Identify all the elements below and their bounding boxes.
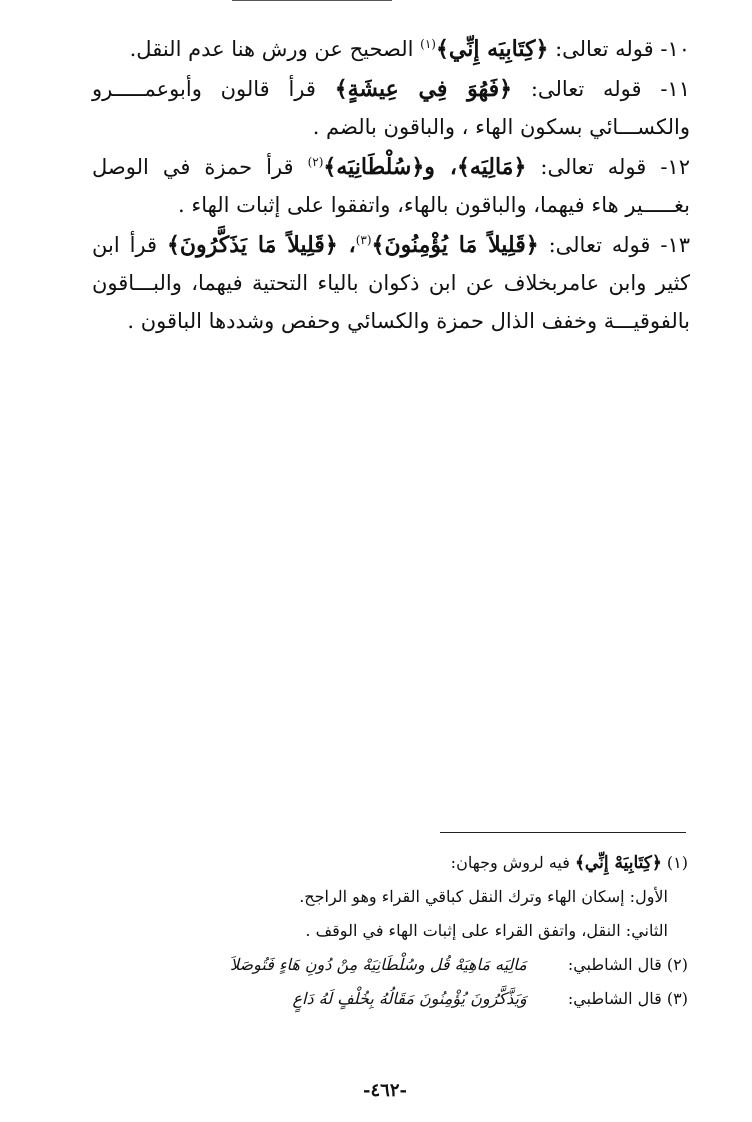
paragraph-12 — [92, 148, 690, 224]
intro-text: قوله تعالى: — [548, 233, 651, 257]
footnote-quran-quote: ﴿كِتَابِيَهْ إِنِّي﴾ — [574, 853, 662, 873]
footnotes — [120, 846, 688, 1016]
paragraph-10 — [92, 30, 690, 68]
footnote-number: (٣) — [666, 989, 688, 1008]
top-rule — [232, 0, 392, 1]
paragraph-body: قرأ ابن كثير وابن عامربخلاف عن ابن ذكوان بالياء التحتية فيهما، والبـــاقون بالفوقيـــة وخفف الذال حمزة والكسائي وحفص وشددها الباقون . — [92, 233, 690, 333]
intro-text: قوله تعالى: — [530, 77, 642, 101]
footnote-ref: (٣) — [355, 233, 372, 247]
quran-quote: ﴿قَلِيلاً مَا يُؤْمِنُونَ﴾ — [371, 232, 539, 258]
quran-quote: ﴿فَهُوَ فِي عِيشَةٍ﴾ — [334, 76, 513, 102]
quran-quote: ﴿كِتَابِيَه إِنِّي﴾ — [435, 36, 549, 62]
footnote-1-first: الأول: إسكان الهاء وترك النقل كباقي القراء وهو الراجح. — [299, 887, 668, 906]
main-text — [92, 30, 690, 342]
quran-quote: ﴿مَالِيَه﴾، و﴿سُلْطَانِيَه﴾ — [323, 154, 527, 180]
paragraph-body: قرأ قالون وأبوعمـــــرو والكســـائي بسكون الهاء ، والباقون بالضم . — [92, 77, 690, 139]
paragraph-body: الصحيح عن ورش هنا عدم النقل. — [129, 37, 414, 61]
paragraph-11 — [92, 70, 690, 146]
footnote-verse-label: قال الشاطبي: — [567, 989, 662, 1008]
footnote-1-second: الثاني: النقل، واتفق القراء على إثبات الهاء في الوقف . — [305, 921, 668, 940]
footnote-ref: (٢) — [307, 155, 324, 169]
footnote-number: (١) — [666, 853, 688, 872]
item-number: ١٢- — [660, 155, 690, 179]
intro-text: قوله تعالى: — [555, 37, 654, 61]
footnote-verse: وَيَذَّكَّرُونَ يُؤْمِنُونَ مَقَالُهُ بِخُلْفٍ لَهُ دَاعٍ — [292, 989, 527, 1008]
item-number: ١٣- — [660, 233, 691, 257]
intro-text: قوله تعالى: — [540, 155, 647, 179]
footnote-ref: (١) — [420, 37, 436, 51]
item-number: ١٠- — [660, 37, 690, 61]
item-number: ١١- — [660, 77, 690, 101]
footnote-2 — [120, 948, 688, 982]
footnote-3 — [120, 982, 688, 1016]
footnote-verse: مَالِيَه مَاهِيَهْ قُل وسُلْطَانِيَهْ مِنْ دُونِ هَاءٍ فَتُوصَلاَ — [229, 955, 527, 974]
footnote-1 — [120, 846, 688, 880]
footnote-verse-label: قال الشاطبي: — [567, 955, 662, 974]
footnote-number: (٢) — [666, 955, 688, 974]
footnote-text: فيه لروش وجهان: — [450, 853, 570, 872]
paragraph-13 — [92, 226, 690, 340]
footnote-divider — [440, 832, 686, 833]
paragraph-body: قرأ حمزة في الوصل بغـــــير هاء فيهما، والباقون بالهاء، واتفقوا على إثبات الهاء . — [92, 155, 690, 217]
page-number: -٤٦٢- — [363, 1080, 407, 1101]
quran-quote-2: ، ﴿قَلِيلاً مَا يَذَكَّرُونَ﴾ — [167, 232, 356, 258]
